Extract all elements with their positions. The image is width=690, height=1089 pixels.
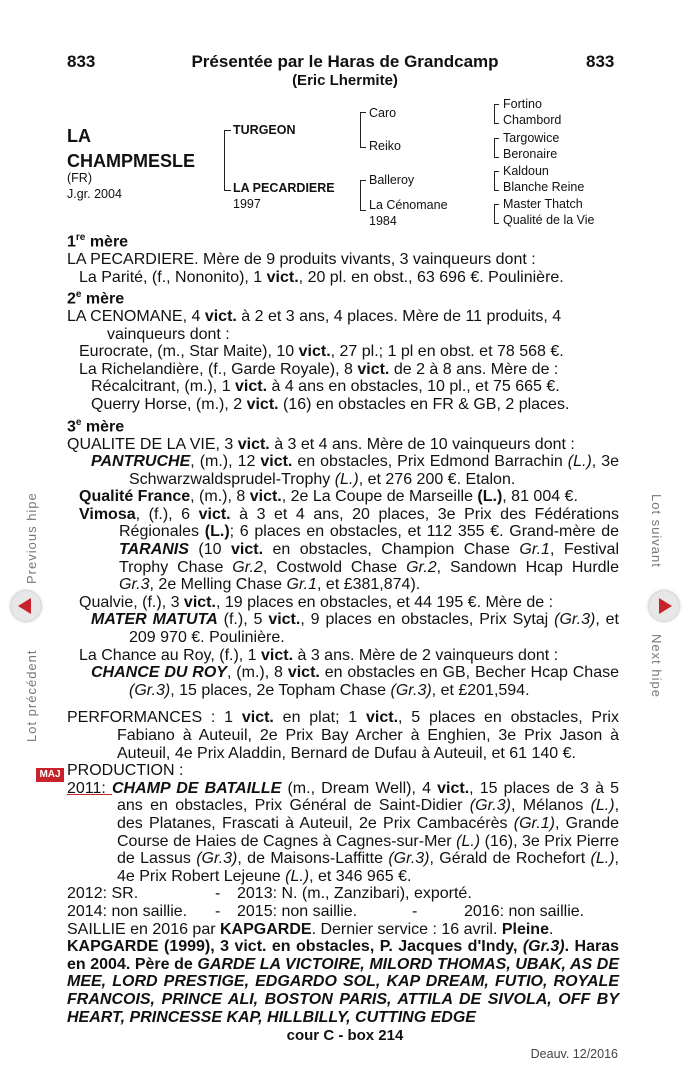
t: en obstacles, Prix Edmond Barrachin bbox=[292, 453, 568, 471]
t: (L.) bbox=[477, 488, 503, 506]
previous-hipe-label[interactable] bbox=[24, 492, 39, 584]
t: , 19 places en obstacles, et 44 195 €. Mère de : bbox=[215, 593, 554, 611]
t: (Gr.3) bbox=[388, 850, 430, 868]
t: en obstacles en GB, Becher Hcap Chase bbox=[319, 664, 619, 682]
t: , 2e La Coupe de Marseille bbox=[281, 488, 478, 506]
next-lot-button[interactable] bbox=[649, 591, 679, 621]
t: (L.) bbox=[590, 797, 615, 815]
m2-num: 2 bbox=[67, 290, 76, 308]
pedigree-bracket-4 bbox=[494, 104, 499, 124]
t: (L.) bbox=[285, 867, 310, 885]
update-badge[interactable]: MAJ bbox=[36, 768, 64, 782]
t: (Gr.3) bbox=[129, 681, 171, 699]
t: (10 bbox=[188, 541, 231, 559]
t: , 5 places en obstacles, Prix Fabiano à Auteuil, 2e Prix Bay Archer à Enghien, 3e Prix Jason à Auteuil, 4e Prix Aladdin, Bernard de Dufau à Auteuil, et 61 140 €. bbox=[117, 709, 619, 762]
t: La Chance au Roy, (f.), 1 bbox=[79, 646, 262, 664]
pedigree-dsd: Blanche Reine bbox=[503, 180, 585, 194]
t: , Grande Course de Haies de Cagnes à Cagnes-sur-Mer bbox=[117, 814, 620, 850]
t: (Gr.3) bbox=[469, 797, 511, 815]
t: vict. bbox=[198, 505, 231, 523]
pedigree-bracket-6 bbox=[494, 171, 499, 191]
t: vict. bbox=[249, 488, 282, 506]
t: vict. bbox=[235, 378, 268, 396]
t: 2011: bbox=[67, 779, 112, 797]
t: , de Maisons-Laffitte bbox=[237, 850, 389, 868]
t: , Mélanos bbox=[510, 797, 591, 815]
t: PANTRUCHE bbox=[91, 453, 191, 471]
vimosa-entry bbox=[67, 506, 619, 594]
pantruche-entry bbox=[67, 453, 619, 488]
horse-country: (FR) bbox=[67, 171, 92, 185]
arrow-left-icon bbox=[18, 598, 31, 614]
chance-du-roy-entry bbox=[67, 664, 619, 699]
pedigree-ds: Balleroy bbox=[369, 173, 415, 187]
t: , 81 004 €. bbox=[502, 488, 578, 506]
t: vict. bbox=[261, 646, 294, 664]
t: Qualvie, (f.), 3 bbox=[79, 593, 184, 611]
t: , Gérald de Rochefort bbox=[429, 850, 591, 868]
t: TARANIS bbox=[119, 541, 189, 559]
t: (16), 3e Prix Pierre de Lassus bbox=[117, 832, 620, 868]
t: Gr.2 bbox=[406, 558, 437, 576]
first-dam-heading bbox=[67, 229, 619, 251]
m3-label: mère bbox=[85, 417, 125, 435]
t: (Gr.1) bbox=[513, 814, 555, 832]
pedigree-bracket-1 bbox=[224, 130, 231, 191]
t: à 3 ans. Mère de 2 vainqueurs dont : bbox=[293, 646, 559, 664]
second-dam-line bbox=[67, 308, 619, 343]
t: , et 346 965 €. bbox=[309, 867, 412, 885]
t: CHANCE DU ROY bbox=[91, 664, 227, 682]
t: (Gr.3) bbox=[196, 850, 238, 868]
previous-lot-label[interactable] bbox=[24, 649, 39, 742]
t: , des Platanes, Frascati à Auteuil, 2e Prix Cambacérès bbox=[117, 797, 620, 832]
second-dam-produce-1 bbox=[67, 343, 619, 361]
t: de 2 à 8 ans. Mère de : bbox=[389, 360, 559, 378]
t: , et £201,594. bbox=[431, 681, 530, 699]
t: à 4 ans en obstacles, 10 pl., et 75 665 €. bbox=[267, 378, 560, 396]
t: , Sandown Hcap Hurdle bbox=[436, 558, 620, 576]
next-hipe-en: Next hipe bbox=[649, 634, 664, 698]
t: vict. bbox=[268, 611, 301, 629]
m3-sup: e bbox=[75, 416, 82, 428]
t: . Dernier service : 16 avril. bbox=[311, 920, 502, 938]
t: , 2e Melling Chase bbox=[149, 576, 287, 594]
pedigree-dds: Master Thatch bbox=[503, 197, 583, 211]
m1-num: 1 bbox=[67, 233, 76, 251]
t: (L.) bbox=[567, 453, 592, 471]
second-dam-produce-3 bbox=[67, 378, 619, 396]
t: Gr.1 bbox=[519, 541, 550, 559]
t: Vimosa bbox=[79, 505, 136, 523]
t: - bbox=[215, 885, 221, 903]
pedigree-sdd: Beronaire bbox=[503, 147, 558, 161]
t: en plat; 1 bbox=[273, 709, 366, 727]
t: , 15 places de 3 à 5 ans en obstacles, Prix Général de Saint-Didier bbox=[117, 779, 620, 815]
t: à 3 et 4 ans. Mère de 10 vainqueurs dont : bbox=[269, 435, 575, 453]
t: LA CENOMANE, 4 bbox=[67, 308, 205, 326]
t: Eurocrate, (m., Star Maite), 10 bbox=[79, 343, 299, 361]
page-subtitle: (Eric Lhermite) bbox=[292, 72, 398, 89]
t: QUALITE DE LA VIE, 3 bbox=[67, 435, 238, 453]
pedigree-bracket-2 bbox=[360, 112, 366, 148]
t: - bbox=[215, 902, 221, 920]
t: , 9 places en obstacles, Prix Sytaj bbox=[300, 611, 555, 629]
previous-hipe-en: Previous hipe bbox=[24, 492, 39, 584]
t: PERFORMANCES : 1 bbox=[67, 709, 242, 727]
t: - bbox=[412, 902, 418, 920]
t: , 27 pl.; 1 pl en obst. et 78 568 €. bbox=[330, 343, 564, 361]
pedigree-dam: LA PECARDIERE bbox=[233, 181, 335, 195]
m1-sup: re bbox=[75, 232, 86, 243]
t: CHAMP DE BATAILLE bbox=[112, 779, 282, 797]
pedigree-sire: TURGEON bbox=[233, 123, 296, 137]
t: , et £381,874). bbox=[317, 576, 421, 594]
pedigree-dss: Kaldoun bbox=[503, 164, 549, 178]
pedigree-sds: Targowice bbox=[503, 131, 560, 145]
m2-label: mère bbox=[85, 290, 125, 308]
third-dam-line bbox=[67, 436, 619, 454]
qualvie-entry bbox=[67, 594, 619, 612]
kapgarde-note bbox=[67, 938, 619, 1026]
next-lot-fr: Lot suivant bbox=[649, 494, 664, 568]
t: KAPGARDE bbox=[220, 920, 312, 938]
t: vict. bbox=[204, 308, 237, 326]
t: , (m.), 8 bbox=[226, 664, 288, 682]
t: en obstacles, Champion Chase bbox=[263, 541, 520, 559]
t: vict. bbox=[366, 709, 399, 727]
catalogue-body bbox=[67, 229, 619, 1026]
t: Récalcitrant, (m.), 1 bbox=[91, 378, 236, 396]
second-dam-produce-4 bbox=[67, 396, 619, 414]
t: , 15 places, 2e Topham Chase bbox=[170, 681, 391, 699]
t: . Haras en 2004. Père de bbox=[67, 938, 619, 973]
t: vict. bbox=[298, 343, 331, 361]
second-dam-heading bbox=[67, 286, 619, 308]
t: Pleine bbox=[501, 920, 549, 938]
sale-reference: Deauv. 12/2016 bbox=[530, 1047, 618, 1061]
page-title: Présentée par le Haras de Grandcamp bbox=[191, 52, 499, 71]
production-2012-2013 bbox=[67, 885, 619, 903]
t: (Gr.3) bbox=[522, 938, 565, 956]
t: (L.) bbox=[456, 832, 481, 850]
t: La Parité, (f., Nononito), 1 bbox=[79, 268, 267, 286]
t: , et 209 970 €. Poulinière. bbox=[129, 611, 619, 647]
previous-lot-fr: Lot précédent bbox=[24, 649, 39, 742]
t: à 3 et 4 ans, 20 places, 3e Prix des Fédérations Régionales bbox=[119, 505, 620, 541]
t: (L.) bbox=[590, 850, 615, 868]
t: vict. bbox=[266, 268, 299, 286]
m1-label: mère bbox=[89, 233, 129, 251]
t: (Gr.3) bbox=[554, 611, 596, 629]
t: (16) en obstacles en FR & GB, 2 places. bbox=[278, 396, 570, 413]
pedigree-sd: Reiko bbox=[369, 139, 401, 153]
performances bbox=[67, 709, 619, 762]
first-dam-produce bbox=[67, 269, 619, 287]
t: , Festival Trophy Chase bbox=[119, 541, 619, 576]
arrow-right-icon bbox=[659, 598, 672, 614]
third-dam-heading bbox=[67, 414, 619, 436]
t: à 2 et 3 ans, 4 places. Mère de 11 produits, 4 vainqueurs dont : bbox=[107, 308, 562, 343]
pedigree-sss: Fortino bbox=[503, 97, 542, 111]
t: vict. bbox=[241, 709, 274, 727]
horse-name bbox=[67, 124, 195, 174]
pedigree-bracket-7 bbox=[494, 204, 499, 224]
t: , (m.), 12 bbox=[190, 453, 261, 471]
t: 2013: N. (m., Zanzibari), exporté. bbox=[237, 885, 472, 903]
pedigree-dd-year: 1984 bbox=[369, 214, 397, 228]
qualite-france-entry bbox=[67, 488, 619, 506]
t: , (m.), 8 bbox=[190, 488, 250, 506]
t: (L.) bbox=[334, 470, 359, 488]
t: , Costwold Chase bbox=[262, 558, 407, 576]
t: ; 6 places en obstacles, et 112 355 €. Grand-mère de bbox=[229, 523, 620, 541]
next-hipe-label[interactable] bbox=[649, 634, 664, 698]
previous-lot-button[interactable] bbox=[11, 591, 41, 621]
t: 2016: non saillie. bbox=[464, 902, 585, 920]
horse-details bbox=[67, 170, 122, 202]
production-2011 bbox=[67, 780, 619, 886]
t: . bbox=[548, 920, 554, 938]
lot-number-right: 833 bbox=[586, 52, 615, 71]
t: , 4e Prix Robert Lejeune bbox=[117, 850, 619, 885]
t: Querry Horse, (m.), 2 bbox=[91, 396, 247, 413]
spacer bbox=[67, 699, 619, 709]
t: (m., Dream Well), 4 bbox=[281, 779, 438, 797]
pedigree-bracket-5 bbox=[494, 138, 499, 158]
t: Gr.1 bbox=[286, 576, 318, 594]
t: (f.), 5 bbox=[217, 611, 269, 629]
horse-name-line2: CHAMPMESLE bbox=[67, 151, 196, 171]
t: (L.) bbox=[204, 523, 230, 541]
t: , 20 pl. en obst., 63 696 €. Poulinière. bbox=[298, 268, 564, 286]
t: , (f.), 6 bbox=[135, 505, 199, 523]
lot-number-left: 833 bbox=[67, 52, 96, 71]
t: , et 276 200 €. Etalon. bbox=[358, 470, 516, 488]
pedigree-bracket-3 bbox=[360, 180, 366, 211]
stable-location: cour C - box 214 bbox=[286, 1027, 404, 1044]
t: 2012: SR. bbox=[67, 885, 139, 903]
t: , 3e Schwarzwaldsprudel-Trophy bbox=[129, 453, 620, 488]
pedigree-dd: La Cénomane bbox=[369, 198, 448, 212]
pedigree-dam-year: 1997 bbox=[233, 197, 261, 211]
t: KAPGARDE (1999), 3 vict. en obstacles, P. Jacques d'Indy, bbox=[67, 938, 523, 956]
saillie-line bbox=[67, 921, 619, 939]
t: vict. bbox=[260, 453, 293, 471]
second-dam-produce-2 bbox=[67, 361, 619, 379]
production-2014-2016 bbox=[67, 903, 619, 921]
t: La Richelandière, (f., Garde Royale), 8 bbox=[79, 360, 358, 378]
m3-num: 3 bbox=[67, 417, 76, 435]
mater-matuta-entry bbox=[67, 611, 619, 646]
la-chance-entry bbox=[67, 647, 619, 665]
horse-name-line1: LA bbox=[67, 126, 91, 146]
t: vict. bbox=[357, 360, 390, 378]
t: vict. bbox=[237, 435, 270, 453]
m2-sup: e bbox=[75, 289, 82, 301]
t: 2015: non saillie. bbox=[237, 902, 358, 920]
t: (Gr.3) bbox=[390, 681, 432, 699]
pedigree-ddd: Qualité de la Vie bbox=[503, 213, 595, 227]
t: Gr.2 bbox=[232, 558, 263, 576]
pedigree-ss: Caro bbox=[369, 106, 397, 120]
t: SAILLIE en 2016 par bbox=[67, 920, 220, 938]
t: vict. bbox=[437, 779, 470, 797]
t: vict. bbox=[287, 664, 320, 682]
t: 2014: non saillie. bbox=[67, 902, 188, 920]
t: vict. bbox=[183, 593, 216, 611]
t: MATER MATUTA bbox=[91, 611, 218, 629]
pedigree-ssd: Chambord bbox=[503, 113, 562, 127]
next-lot-label[interactable] bbox=[649, 494, 664, 568]
t: Gr.3 bbox=[119, 576, 150, 594]
production-heading: PRODUCTION : bbox=[67, 762, 184, 780]
t: Qualité France bbox=[79, 488, 191, 506]
t: vict. bbox=[246, 396, 279, 413]
horse-info: J.gr. 2004 bbox=[67, 187, 122, 201]
t: GARDE LA VICTOIRE, MILORD THOMAS, UBAK, AS DE MEE, LORD PRESTIGE, EDGARDO SOL, KAP DREAM, FUTIO, ROYALE FRANCOIS, PRINCE ALI, BOSTON PARIS, ATTILA DE SIVOLA, OFF BY HEART, PRINCESSE KAP, HILLBILLY, CUTTING EDGE bbox=[67, 955, 620, 1026]
t: vict. bbox=[231, 541, 264, 559]
first-dam-line: LA PECARDIERE. Mère de 9 produits vivants, 3 vainqueurs dont : bbox=[67, 250, 536, 268]
